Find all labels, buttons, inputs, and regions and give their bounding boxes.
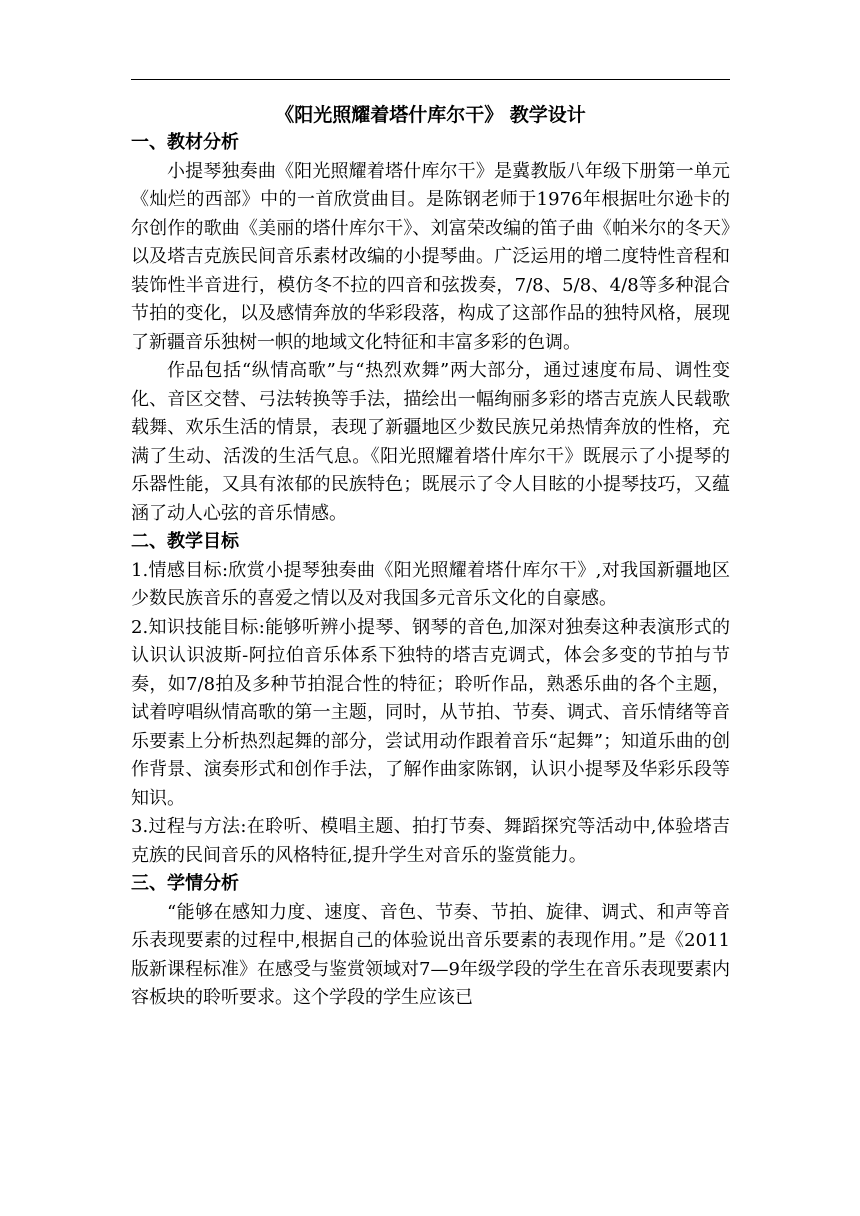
paragraph: 1.情感目标:欣赏小提琴独奏曲《阳光照耀着塔什库尔干》,对我国新疆地区少数民族音乐的喜爱之情以及对我国多元音乐文化的自豪感。 [131,559,730,609]
section-heading-teaching-goals: 二、教学目标 [131,531,239,552]
section-heading-student-analysis: 三、学情分析 [131,873,239,894]
paragraph: 小提琴独奏曲《阳光照耀着塔什库尔干》是冀教版八年级下册第一单元《灿烂的西部》中的一首欣赏曲目。是陈钢老师于1976年根据吐尔逊卡的尔创作的歌曲《美丽的塔什库尔干》、刘富荣改编的笛子曲《帕米尔的冬天》以及塔吉克族民间音乐素材改编的小提琴曲。广泛运用的增二度特性音程和装饰性半音进行，模仿冬不拉的四音和弦拨奏，7/8、5/8、4/8等多种混合节拍的变化，以及感情奔放的华彩段落，构成了这部作品的独特风格，展现了新疆音乐独树一帜的地域文化特征和丰富多彩的色调。 [131,160,730,353]
header-rule [131,79,730,80]
document-body [131,129,730,1013]
paragraph: 2.知识技能目标:能够听辨小提琴、钢琴的音色,加深对独奏这种表演形式的认识认识波斯-阿拉伯音乐体系下独特的塔吉克调式，体会多变的节拍与节奏，如7/8拍及多种节拍混合性的特征；聆听作品，熟悉乐曲的各个主题，试着哼唱纵情高歌的第一主题，同时，从节拍、节奏、调式、音乐情绪等音乐要素上分析热烈起舞的部分，尝试用动作跟着音乐“起舞”；知道乐曲的创作背景、演奏形式和创作手法，了解作曲家陈钢，认识小提琴及华彩乐段等知识。 [131,616,730,809]
paragraph: 3.过程与方法:在聆听、模唱主题、拍打节奏、舞蹈探究等活动中,体验塔吉克族的民间音乐的风格特征,提升学生对音乐的鉴赏能力。 [131,816,730,866]
paragraph: 作品包括“纵情高歌”与“热烈欢舞”两大部分，通过速度布局、调性变化、音区交替、弓法转换等手法，描绘出一幅绚丽多彩的塔吉克族人民载歌载舞、欢乐生活的情景，表现了新疆地区少数民族兄弟热情奔放的性格，充满了生动、活泼的生活气息。《阳光照耀着塔什库尔干》既展示了小提琴的乐器性能，又具有浓郁的民族特色；既展示了令人目眩的小提琴技巧，又蕴涵了动人心弦的音乐情感。 [131,360,730,524]
section-heading-textbook-analysis: 一、教材分析 [131,132,239,153]
document-title: 《阳光照耀着塔什库尔干》 教学设计 [275,104,586,126]
paragraph: “能够在感知力度、速度、音色、节奏、节拍、旋律、调式、和声等音乐表现要素的过程中,根据自己的体验说出音乐要素的表现作用。”是《2011版新课程标准》在感受与鉴赏领域对7—9年级学段的学生在音乐表现要素内容板块的聆听要求。这个学段的学生应该已 [131,901,730,1008]
